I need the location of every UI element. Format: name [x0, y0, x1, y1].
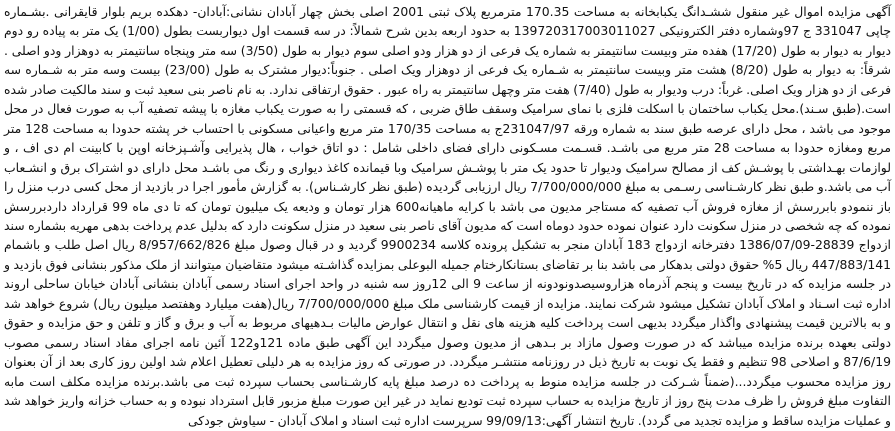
auction-notice-text: آگهی مزایده اموال غیر منقول ششـدانگ یکبابخانه به مساحت 170.35 مترمربع پلاک ثبتی 2001 اصلی بخش چهار آبادان نشانی:آبادان- دهکده بریم بلوار قایقرانی .بشـماره چاپی 331047 ج 97وشماره دفتر الکترونیکی 139720317003011027 به حدود اربعه بدین شرح شمالاً: در سه قسمت اول دیواربست بطول (1/00) یک متر به پیاده رو دوم دیوار به دیوار به طول (17/20) هفده متر وبیست سانتیمتر به شماره یک فرعی از دو هزار ودو اصلی سوم دیوار به طول (3/50) سه متر وپنجاه سانتیمتر به دوهزار ودو اصلی . شرقاً: به دیوار به طول (8/20) هشت متر وبیست سانتیمتر به شـماره یک فرعی از دوهزار ویک اصلی . جنوباً:دیوار مشترک به طول (23/00) بیست وسه متر به شـماره سه فرعی از دو هزار ویک اصلی. غرباً: درب ودیوار به طول (7/40) هفت متر وچهل سانتیمتر به راه عبور . حقوق ارتفاقی ندارد. به نام ناصر بنی سعید ثبت و سند مالکیت صادر شده است.(طبق سـند).محل یکباب ساختمان با اسکلت فلزی با نمای سرامیک وسقف طاق ضربی ، که قسمتی را به صورت یکباب مغازه با پیشه تصفیه آب به صورت فعال در محل موجود می باشد ، محل دارای عرصه طبق سند به شماره ورقه 231047/97ج به مساحت 170/35 متر مربع واعیانی مسکونی با احتساب خر پشته حدودا به مساحت 128 متر مربع ومغازه حدودا به مساحت 28 متر مربع می باشـد. قسـمت مسـکونی دارای فضای داخلی شامل : دو اتاق خواب ، هال پذیرایی وآشـپزخانه اوپن با کابینت ام دی اف ، و لوازمات بهـداشتی با پوشـش کف از مصالح سرامیک ودیوار تا حدود یک متر با پوشـش سرامیک وبا قیمانده کاغذ دیواری و رنگ می باشـد محل دارای دو اشتراک برق و انشـعاب آب می باشد.و طبق نظر کارشـناسی رسـمی به مبلغ 7/700/000/000 ریال ارزیابی گردیده (طبق نظر کارشـناس). به گزارش مأمور اجرا در بازدید از محل کسی درب منزل را باز ننمودو بابررسش از مغازه فروش آب تصفیه که مستاجر مدیون می باشد با کرایه ماهیانه600 هزار تومان و ودیعه یک میلیون تومان که تا دی ماه 99 قرارداد داردبررسش نموده که چه شخصی در منزل سکونت دارد عنوان نموده حدود دوماه است که مدیون آقای ناصر بنی سعید در منزل سکونت دارد که بدلیل عدم پرداخت بدهی مهریه بشماره سند ازدواج 28839-1386/07/09 دفترخانه ازدواج 183 آبادان منجر به تشکیل پرونده کلاسه 9900234 گردید و در قبال وصول مبلغ 8/957/662/826 ریال اصل طلب و باشمام 447/883/141 ریال 5% حقوق دولتی بدهکار می باشد بنا بر تقاضای بستانکارختام جمیله البوعلی بمزایده گذاشـته میشود متقاضیان میتوانند از ملک مذکور بنشانی فوق بازدید و در جلسه مزایده که در تاریخ بیست و پنجم آذرماه هزاروسیصدونودونه از ساعت 9 الی 12روز سه شنبه در واحد اجرای اسناد رسمی آبادان بنشانی آبادان خیابان ساحلی اروند اداره ثبت اسـناد و املاک آبادان تشکیل میشود شرکت نمایند. مزایده از قیمت کارشناسی ملک مبلغ 7/700/000/000 ریال(هفت میلیارد وهفتصد میلیون ریال) شروع خواهد شد و به بالاترین قیمت پیشنهادی واگذار میگردد بدیهی است پرداخت کلیه هزینه های نقل و انتقال عوارض مالیات بـدهیهای مربوط به آب و برق و گاز و تلفن و حق مزایده و حقوق دولتی بعهده برنده مزایده میباشد که در صورت وصول مازاد بر بـدهی از مدیون وصول میگردد این آگهی طبق ماده 121و122 آئین نامه اجرای مفاد اسناد رسمی مصوب 87/6/19 و اصلاحی 98 تنظیم و فقط یک نوبت به تاریخ ذیل در روزنامه منتشـر میگردد. در صورتی که روز مزایده به هر دلیلی تعطیل اعلام شد اولین روز کاری بعد از آن بعنوان روز مزایده محسوب میگردد...(ضمناً شـرکت در جلسه مزایده منوط به پرداخت ده درصد مبلغ پایه کارشـناسی بحساب سپرده ثبت می باشد.برنده مزایده مکلف است مابه التفاوت مبلغ فروش را ظرف مدت پنج روز از تاریخ مزایده به حساب سپرده ثبت توديع نمايد در غیر این صورت مبلغ مزبور قابل استرداد نبوده و به حساب خزانه واریز خواهد شد و عملیات مزایده ساقط و مزایده تجدید می گردد). تاریخ انتشار آگهی:99/09/13 سرپرست اداره ثبت اسناد و املاک آبادان - سیاوش جودکی: [4, 4, 892, 428]
